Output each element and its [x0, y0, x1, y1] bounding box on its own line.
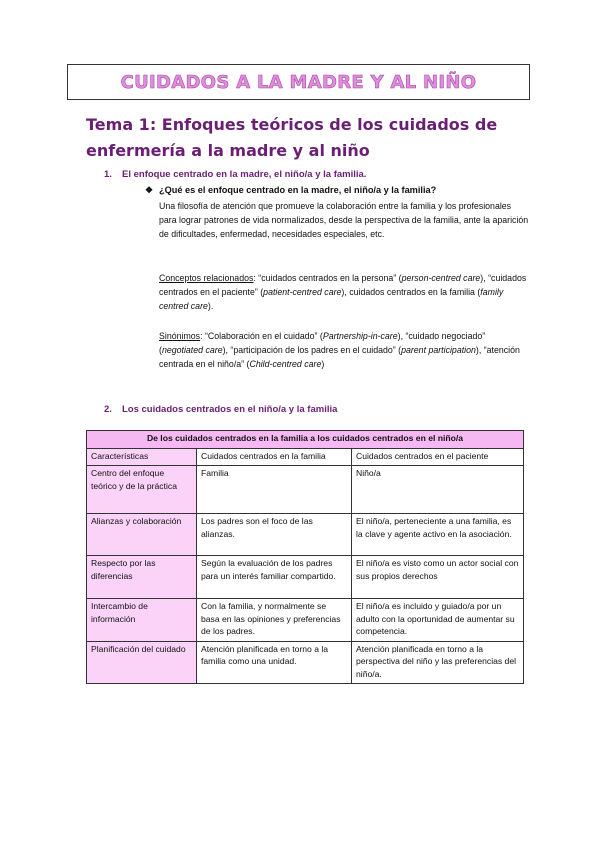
related-text: : “cuidados centrados en la persona” ( [253, 273, 402, 283]
table-cell: El niño/a, perteneciente a una familia, es la clave y agente activo en la asociación. [352, 514, 524, 556]
table-row [87, 514, 524, 556]
section-2-heading [104, 404, 337, 415]
synonyms-text: ), “participación de los padres en el cuidado” ( [222, 345, 402, 356]
synonyms-label: Sinónimos [159, 331, 201, 341]
synonyms-term: parent participation [401, 345, 476, 356]
definition-paragraph: Una filosofía de atención que promueve la colaboración entre la familia y los profesionales para lograr patrones de vida normalizados, desde la perspectiva de la familia, ante la aparición de dificultades, enfermedad, necesidades especiales, etc. [159, 201, 529, 240]
related-text: ). [207, 301, 214, 312]
tema-title: Tema 1: Enfoques teóricos de los cuidados de enfermería a la madre y al niño [86, 115, 498, 160]
table-cell: Atención planificada en torno a la perspectiva del niño y las preferencias del niño/a. [352, 641, 524, 684]
table-cell: Atención planificada en torno a la familia como una unidad. [197, 641, 352, 684]
related-term: person-centred care [401, 273, 481, 283]
comparison-table [86, 430, 524, 684]
synonyms-term: Child-centred care [249, 359, 322, 370]
related-text: ), cuidados centrados en la familia ( [341, 287, 481, 298]
synonyms-term: negotiated care [161, 345, 223, 356]
table-row [87, 466, 524, 514]
section-1-heading-text: El enfoque centrado en la madre, el niño/a y la familia. [122, 169, 367, 180]
table-cell: El niño/a es incluido y guiado/a por un adulto con la oportunidad de aumentar su competencia. [352, 599, 524, 642]
column-header: Cuidados centrados en la familia [197, 448, 352, 466]
table-caption: De los cuidados centrados en la familia a los cuidados centrados en el niño/a [87, 431, 524, 449]
question-line [145, 185, 436, 196]
table-cell: Los padres son el foco de las alianzas. [197, 514, 352, 556]
section-2-heading-text: Los cuidados centrados en el niño/a y la familia [122, 404, 338, 415]
related-text: ), “cuidados centrados en el paciente” ( [159, 273, 527, 298]
table-row [87, 556, 524, 599]
synonyms-text: ), “atención centrada en el niño/a” ( [159, 345, 520, 370]
synonyms-paragraph [159, 329, 529, 372]
table-header-row [87, 448, 524, 466]
table-cell: Alianzas y colaboración [87, 514, 197, 556]
table-cell: Respecto por las diferencias [87, 556, 197, 599]
synonyms-text: ), “cuidado negociado” ( [159, 331, 486, 356]
column-header: Cuidados centrados en el paciente [352, 448, 524, 466]
table-cell: Centro del enfoque teórico y de la práctica [87, 466, 197, 514]
page-title-box [67, 64, 530, 100]
related-term: patient-centred care [263, 287, 342, 298]
section-2-number: 2. [104, 404, 112, 415]
page-title: CUIDADOS A LA MADRE Y AL NIÑO [120, 71, 477, 93]
table-cell: El niño/a es visto como un actor social con sus propios derechos [352, 556, 524, 599]
column-header: Características [87, 448, 197, 466]
synonyms-term: Partnership-in-care [322, 331, 398, 341]
related-concepts-paragraph [159, 271, 529, 314]
table-caption-row [87, 431, 524, 449]
table-cell: Niño/a [352, 466, 524, 514]
synonyms-text: : “Colaboración en el cuidado” ( [200, 331, 323, 341]
table-cell: Planificación del cuidado [87, 641, 197, 684]
table-row [87, 641, 524, 684]
section-1-heading [104, 169, 366, 180]
related-concepts-label: Conceptos relacionados [159, 273, 254, 283]
table-cell: Intercambio de información [87, 599, 197, 642]
section-1-number: 1. [104, 169, 112, 180]
table-cell: Según la evaluación de los padres para un interés familiar compartido. [197, 556, 352, 599]
diamond-bullet-icon: ❖ [145, 185, 154, 195]
table-row [87, 599, 524, 642]
question-text: ¿Qué es el enfoque centrado en la madre, el niño/a y la familia? [159, 185, 437, 195]
synonyms-text: ) [321, 359, 325, 370]
table-cell: Familia [197, 466, 352, 514]
table-cell: Con la familia, y normalmente se basa en las opiniones y preferencias de los padres. [197, 599, 352, 642]
related-term: family centred care [159, 287, 504, 312]
